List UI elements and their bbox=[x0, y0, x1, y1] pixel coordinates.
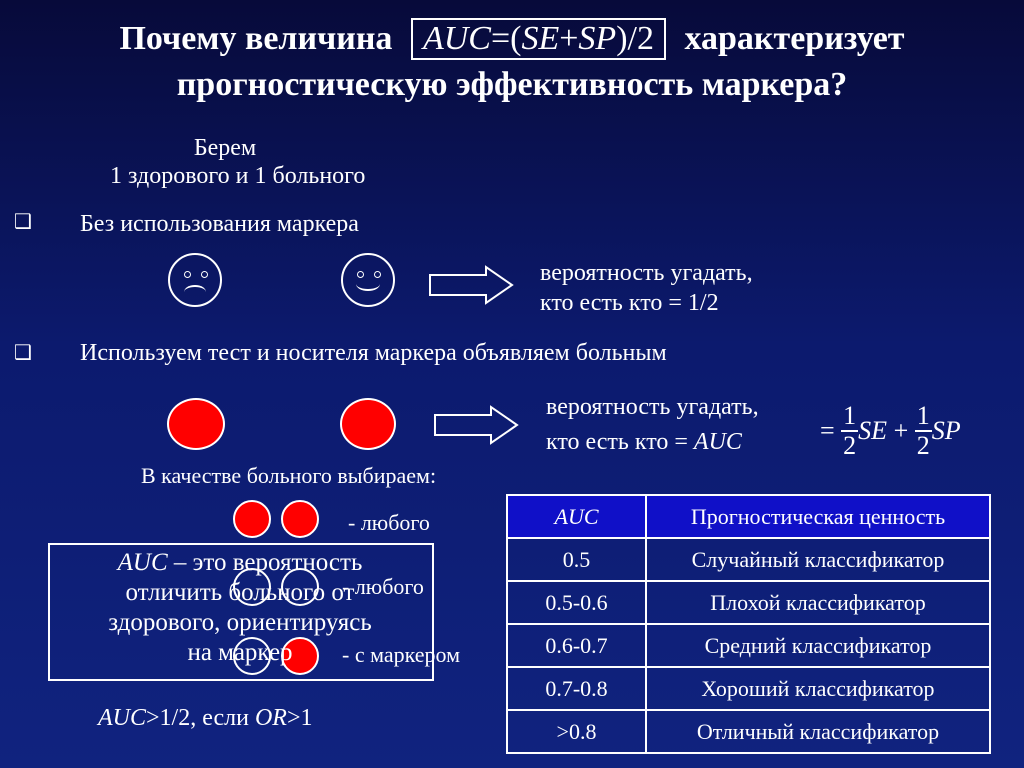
auc-classification-table bbox=[506, 494, 991, 754]
result2-auc: AUC bbox=[693, 429, 742, 455]
table-cell: 0.6-0.7 bbox=[507, 624, 646, 667]
table-cell: Средний классификатор bbox=[646, 624, 990, 667]
formula-plus-sign: + bbox=[893, 416, 909, 445]
table-cell: Хороший классификатор bbox=[646, 667, 990, 710]
choose-heading: В качестве больного выбираем: bbox=[141, 463, 437, 488]
title-prefix: Почему величина bbox=[119, 20, 393, 57]
definition-line4: на маркер bbox=[187, 639, 293, 666]
table-row bbox=[507, 538, 990, 581]
result1-line1: вероятность угадать, bbox=[540, 260, 753, 286]
footer-or: OR bbox=[254, 705, 287, 731]
table-cell: 0.5-0.6 bbox=[507, 581, 646, 624]
slide-title-line2: прогностическую эффективность маркера? bbox=[176, 66, 848, 103]
table-row bbox=[507, 710, 990, 753]
formula-term-sp: SP bbox=[931, 416, 961, 445]
table-row bbox=[507, 667, 990, 710]
table-cell: >0.8 bbox=[507, 710, 646, 753]
happy-face-icon bbox=[341, 253, 395, 307]
definition-line3: здорового, ориентируясь bbox=[108, 609, 372, 636]
table-cell: Плохой классификатор bbox=[646, 581, 990, 624]
formula-auc: AUC bbox=[422, 20, 491, 57]
formula-end: )/2 bbox=[616, 20, 654, 57]
checkbox-bullet-icon: ❑ bbox=[14, 211, 32, 233]
table-header-auc: AUC bbox=[507, 495, 646, 538]
table-header-row bbox=[507, 495, 990, 538]
choose-any-2: - любого bbox=[342, 574, 424, 599]
fraction-half-1: $\frac{1}{2}$ bbox=[843, 401, 857, 460]
choose-any-1: - любого bbox=[348, 510, 430, 535]
red-circle-small bbox=[281, 500, 319, 538]
formula-equals: = bbox=[820, 416, 835, 445]
definition-line1: AUC – это вероятность bbox=[117, 549, 363, 576]
formula-plus: + bbox=[559, 20, 579, 57]
intro-line2: 1 здорового и 1 больного bbox=[110, 163, 366, 189]
result2-line1: вероятность угадать, bbox=[546, 394, 759, 420]
title-suffix: характеризует bbox=[684, 20, 905, 57]
definition-auc: AUC bbox=[117, 549, 168, 576]
formula-eq: =( bbox=[490, 20, 522, 57]
red-circle bbox=[167, 398, 225, 450]
result1-line2: кто есть кто = 1/2 bbox=[540, 290, 719, 316]
table-header-value: Прогностическая ценность bbox=[646, 495, 990, 538]
right-arrow-icon bbox=[433, 405, 519, 445]
auc-formula-box bbox=[411, 18, 666, 60]
bullet-1-text: Без использования маркера bbox=[80, 211, 359, 237]
table-row bbox=[507, 624, 990, 667]
right-arrow-icon bbox=[428, 265, 514, 305]
formula-sp: SP bbox=[578, 20, 617, 57]
choose-marker: - с маркером bbox=[342, 642, 461, 667]
bullet-2-text: Используем тест и носителя маркера объявляем больным bbox=[80, 340, 667, 366]
table-cell: Отличный классификатор bbox=[646, 710, 990, 753]
red-circle bbox=[340, 398, 396, 450]
table-cell: 0.5 bbox=[507, 538, 646, 581]
table-row bbox=[507, 581, 990, 624]
definition-text bbox=[50, 548, 430, 668]
fraction-half-2: $\frac{1}{2}$ bbox=[916, 401, 930, 460]
intro-line1: Берем bbox=[193, 135, 257, 161]
formula-se: SE bbox=[521, 20, 560, 57]
footer-condition: AUC>1/2, если OR>1 bbox=[98, 705, 313, 731]
result2-line2 bbox=[546, 428, 742, 456]
auc-formula bbox=[820, 402, 961, 460]
formula-term-se: SE bbox=[858, 416, 888, 445]
slide-title-line1 bbox=[0, 18, 1024, 60]
result2-prefix: кто есть кто = bbox=[546, 429, 694, 455]
table-cell: Случайный классификатор bbox=[646, 538, 990, 581]
sad-face-icon bbox=[168, 253, 222, 307]
definition-line2: отличить больного от bbox=[125, 579, 355, 606]
checkbox-bullet-icon: ❑ bbox=[14, 342, 32, 364]
red-circle-small bbox=[233, 500, 271, 538]
footer-auc: AUC bbox=[98, 705, 146, 731]
table-cell: 0.7-0.8 bbox=[507, 667, 646, 710]
